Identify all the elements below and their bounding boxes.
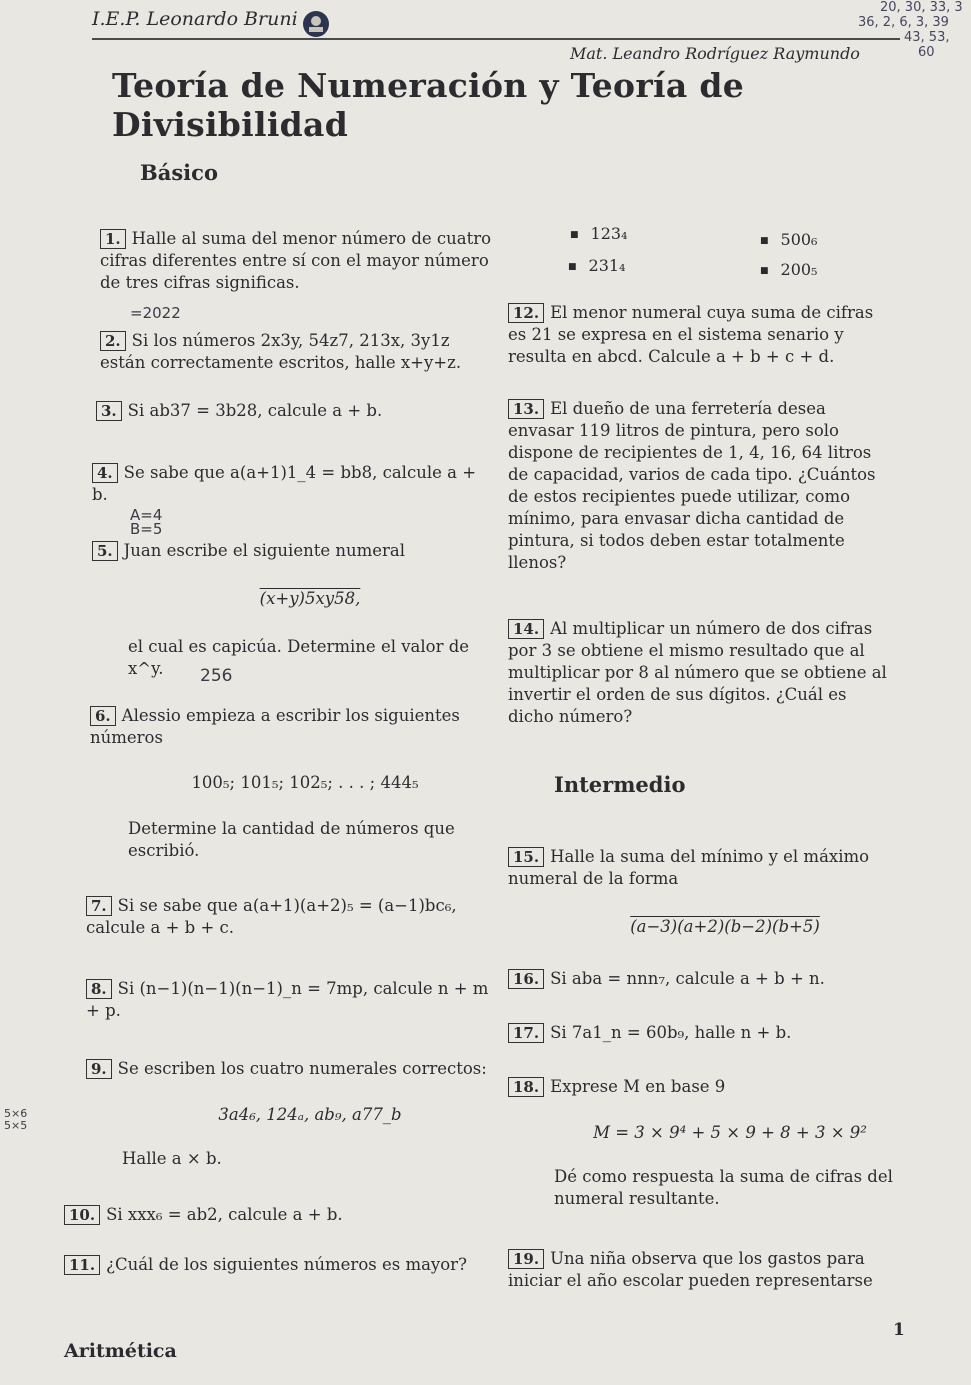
problem-text: Alessio empieza a escribir los siguientes números	[90, 706, 460, 747]
problem-10	[64, 1204, 494, 1226]
handwritten-answer: =2022	[130, 304, 181, 322]
section-basico: Básico	[140, 160, 218, 185]
problem-text: Halle al suma del menor número de cuatro cifras diferentes entre sí con el mayor número de tres cifras significas.	[100, 229, 492, 292]
page-number: 1	[893, 1320, 905, 1340]
problem-1	[100, 228, 495, 294]
author-name: Mat. Leandro Rodríguez Raymundo	[570, 44, 860, 63]
problem-18	[508, 1076, 898, 1098]
option-item: ■ 500₆	[760, 230, 817, 249]
corner-handwritten-notes	[838, 0, 971, 60]
problem-14	[508, 618, 894, 728]
page-title: Teoría de Numeración y Teoría de Divisibilidad	[112, 66, 744, 144]
course-name: Aritmética	[64, 1340, 177, 1362]
problem-15-formula: (a−3)(a+2)(b−2)(b+5)	[630, 917, 820, 936]
problem-6	[90, 705, 495, 749]
problem-text: Si se sabe que a(a+1)(a+2)₅ = (a−1)bc₆, calcule a + b + c.	[86, 896, 457, 937]
section-intermedio: Intermedio	[554, 772, 686, 797]
problem-number: 14.	[508, 619, 544, 639]
corner-note: 36, 2, 6, 3, 39	[858, 15, 949, 30]
handwritten-answer: 256	[200, 666, 233, 686]
problem-3	[96, 400, 491, 422]
problem-text: Si xxx₆ = ab2, calcule a + b.	[106, 1205, 343, 1224]
problem-18-formula: M = 3 × 9⁴ + 5 × 9 + 8 + 3 × 9²	[593, 1123, 867, 1142]
problem-number: 5.	[92, 541, 118, 561]
problem-number: 11.	[64, 1255, 100, 1275]
problem-5-text2: el cual es capicúa. Determine el valor de x^y.	[128, 637, 470, 678]
problem-number: 17.	[508, 1023, 544, 1043]
problem-text: Halle la suma del mínimo y el máximo numeral de la forma	[508, 847, 870, 888]
handwritten-note: B=5	[130, 520, 163, 538]
problem-number: 10.	[64, 1205, 100, 1225]
problem-5-formula: (x+y)5xy58,	[259, 589, 361, 608]
problem-9-formula: 3a4₆, 124ₐ, ab₉, a77_b	[218, 1105, 402, 1124]
problem-number: 8.	[86, 979, 112, 999]
problem-text: Se escriben los cuatro numerales correctos:	[117, 1059, 487, 1078]
problem-text: Se sabe que a(a+1)1_4 = bb8, calcule a + b.	[92, 463, 477, 504]
option-item: ■ 123₄	[570, 224, 627, 243]
problem-text: Si ab37 = 3b28, calcule a + b.	[127, 401, 383, 420]
problem-2	[100, 330, 495, 374]
problem-8	[86, 978, 496, 1022]
problem-text: Si 7a1_n = 60b₉, halle n + b.	[550, 1023, 792, 1042]
problem-number: 3.	[96, 401, 122, 421]
corner-note: 43, 53,	[904, 30, 950, 45]
problem-number: 12.	[508, 303, 544, 323]
problem-text: El menor numeral cuya suma de cifras es 21 se expresa en el sistema senario y resulta en abcd. Calcule a + b + c + d.	[508, 303, 874, 366]
corner-note: 60	[918, 45, 935, 60]
header-rule	[92, 38, 900, 40]
handwritten-note: 5×6 5×5	[4, 1107, 28, 1132]
problem-number: 15.	[508, 847, 544, 867]
option-item: ■ 231₄	[568, 256, 625, 275]
problem-text: Al multiplicar un número de dos cifras por 3 se obtiene el mismo resultado que al multiplicar por 8 al número que se obtiene al invertir el orden de sus dígitos. ¿Cuál es dicho número?	[508, 619, 887, 726]
problem-6-text2: Determine la cantidad de números que escribió.	[128, 819, 455, 860]
problem-text: Una niña observa que los gastos para iniciar el año escolar pueden representarse	[508, 1249, 873, 1290]
problem-16	[508, 968, 898, 990]
problem-6-formula: 100₅; 101₅; 102₅; . . . ; 444₅	[191, 773, 419, 792]
handwritten-notes	[130, 508, 162, 536]
option-item: ■ 200₅	[760, 260, 817, 279]
problem-number: 19.	[508, 1249, 544, 1269]
corner-note: 20, 30, 33, 3	[880, 0, 963, 15]
problem-number: 4.	[92, 463, 118, 483]
problem-number: 7.	[86, 896, 112, 916]
problem-number: 2.	[100, 331, 126, 351]
problem-7	[86, 895, 496, 939]
problem-text: Juan escribe el siguiente numeral	[123, 541, 406, 560]
problem-17	[508, 1022, 898, 1044]
problem-number: 9.	[86, 1059, 112, 1079]
school-logo-icon	[302, 10, 330, 38]
problem-9	[86, 1058, 496, 1080]
problem-text: Si (n−1)(n−1)(n−1)_n = 7mp, calcule n + m + p.	[86, 979, 489, 1020]
school-name: I.E.P. Leonardo Bruni	[92, 8, 298, 30]
problem-text: Si aba = nnn₇, calcule a + b + n.	[550, 969, 825, 988]
problem-text: Si los números 2x3y, 54z7, 213x, 3y1z están correctamente escritos, halle x+y+z.	[100, 331, 462, 372]
problem-number: 16.	[508, 969, 544, 989]
problem-5	[92, 540, 492, 562]
problem-13	[508, 398, 894, 574]
problem-12	[508, 302, 894, 368]
problem-15	[508, 846, 898, 890]
problem-19	[508, 1248, 908, 1292]
problem-text: Exprese M en base 9	[550, 1077, 726, 1096]
problem-number: 13.	[508, 399, 544, 419]
problem-4	[92, 462, 492, 506]
problem-18-text2: Dé como respuesta la suma de cifras del numeral resultante.	[554, 1167, 893, 1208]
problem-11	[64, 1254, 494, 1276]
problem-9-text2: Halle a × b.	[122, 1149, 222, 1168]
problem-number: 1.	[100, 229, 126, 249]
problem-text: El dueño de una ferretería desea envasar 119 litros de pintura, pero solo dispone de recipientes de 1, 4, 16, 64 litros de capacidad, varios de cada tipo. ¿Cuántos de estos recipientes puede utilizar, como mínimo, para envasar dicha cantidad de pintura, si todos deben estar totalmente llenos?	[508, 399, 876, 572]
handwritten-note: A=4	[130, 506, 163, 524]
problem-text: ¿Cuál de los siguientes números es mayor?	[106, 1255, 467, 1274]
problem-number: 6.	[90, 706, 116, 726]
problem-number: 18.	[508, 1077, 544, 1097]
